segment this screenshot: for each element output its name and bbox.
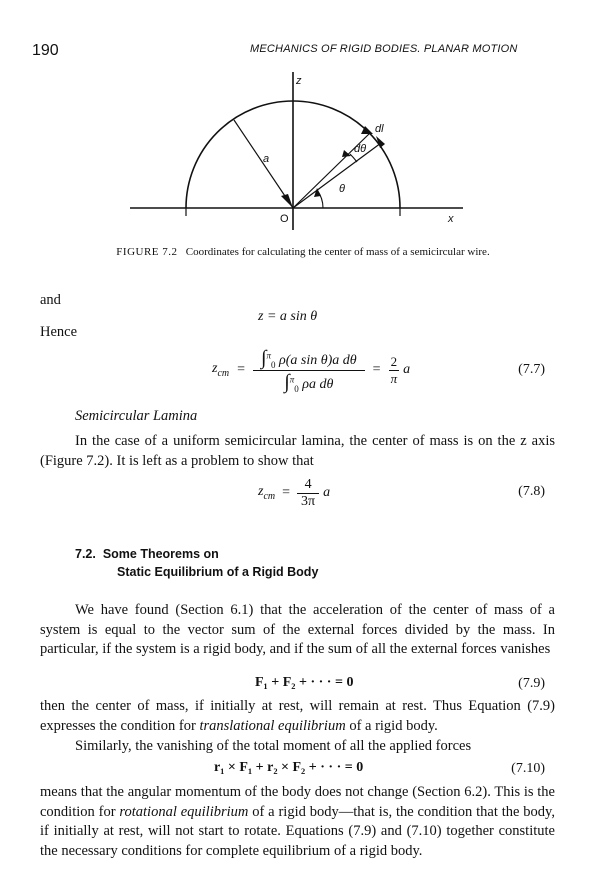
eq78-numerator: 4 [297, 477, 319, 494]
caption-label: FIGURE 7.2 [116, 246, 178, 258]
figure-caption [108, 245, 498, 259]
page-number: 190 [32, 42, 59, 59]
theta-ray [293, 143, 381, 208]
section-title-line-1: Some Theorems on [102, 547, 219, 561]
eq78-denominator: 3π [301, 493, 316, 509]
label-dl: dl [375, 123, 384, 135]
section-heading [75, 545, 318, 581]
eq77-number: (7.7) [518, 362, 545, 377]
label-theta: θ [339, 183, 345, 195]
paragraph-3: Similarly, the vanishing of the total moment of all the applied forces [75, 738, 472, 754]
running-head: MECHANICS OF RIGID BODIES. PLANAR MOTION [250, 43, 518, 55]
section-title-line-2: Static Equilibrium of a Rigid Body [117, 565, 319, 579]
eq77-lhs: z [212, 361, 218, 377]
equation-7-7: $z_{cm}$ = $\frac{\int^\pi_0 \rho(a \sin \theta)a d\theta}{\int^\pi_0 \rho a d\theta}$ = $\frac{2}{\pi}$ a [212, 346, 411, 394]
equation-z: z = a sin θ [258, 309, 318, 324]
word-hence: Hence [40, 324, 78, 340]
paragraph-2: then the center of mass, if initially at rest, will remain at rest. Thus Equation (7.9) expresses the condition for translational equilibrium of a rigid body. [40, 698, 555, 734]
equation-7-10: r₁ × F₁ + r₂ × F₂ + · · · = 0 [214, 760, 364, 775]
figure-7-2 [118, 70, 468, 230]
label-x: x [448, 213, 454, 225]
section-number: 7.2. [75, 547, 96, 561]
eq77-lhs-sub: cm [217, 367, 230, 379]
rotational-equilibrium-term: rotational equilibrium [119, 803, 249, 820]
equation-7-8: $z_{cm}$ = $\frac{4}{3\pi}$ a [258, 476, 331, 509]
label-dtheta: dθ [354, 143, 367, 155]
eq79-number: (7.9) [518, 676, 545, 691]
label-a: a [263, 153, 270, 165]
eq77-denominator: ρa dθ [302, 376, 334, 392]
eq77-fraction: $\frac{\int^\pi_0 \rho(a \sin \theta)a d\theta}{\int^\pi_0 \rho a d\theta}$ [253, 347, 365, 394]
lamina-heading: Semicircular Lamina [75, 408, 198, 424]
lamina-paragraph: In the case of a uniform semicircular lamina, the center of mass is on the z axis (Figure 7.2). It is left as a problem to show that [40, 433, 555, 469]
paragraph-4: means that the angular momentum of the body does not change (Section 6.2). This is the condition for rotational equilibrium of a rigid body—that is, the condition that the body, if initially at rest, will not start to rotate. Equations (7.9) and (7.10) together constitute the necessary conditions for complete equilibrium of a rigid body. [40, 784, 555, 860]
paragraph-1: We have found (Section 6.1) that the acceleration of the center of mass of a system is equal to the vector sum of the external forces divided by the mass. In particular, if the system is a rigid body, and if the sum of all the external forces vanishes [40, 602, 555, 658]
eq78-number: (7.8) [518, 484, 545, 499]
eq77-numerator: ρ(a sin θ)a dθ [279, 352, 357, 368]
equation-7-9: F₁ + F₂ + · · · = 0 [255, 675, 354, 690]
eq710-number: (7.10) [511, 761, 545, 776]
word-and: and [40, 292, 61, 308]
label-z: z [296, 75, 302, 87]
label-origin: O [280, 213, 289, 225]
translational-equilibrium-term: translational equilibrium [199, 717, 346, 734]
radius-arrowhead [281, 194, 293, 208]
caption-text: Coordinates for calculating the center of mass of a semicircular wire. [185, 246, 490, 258]
